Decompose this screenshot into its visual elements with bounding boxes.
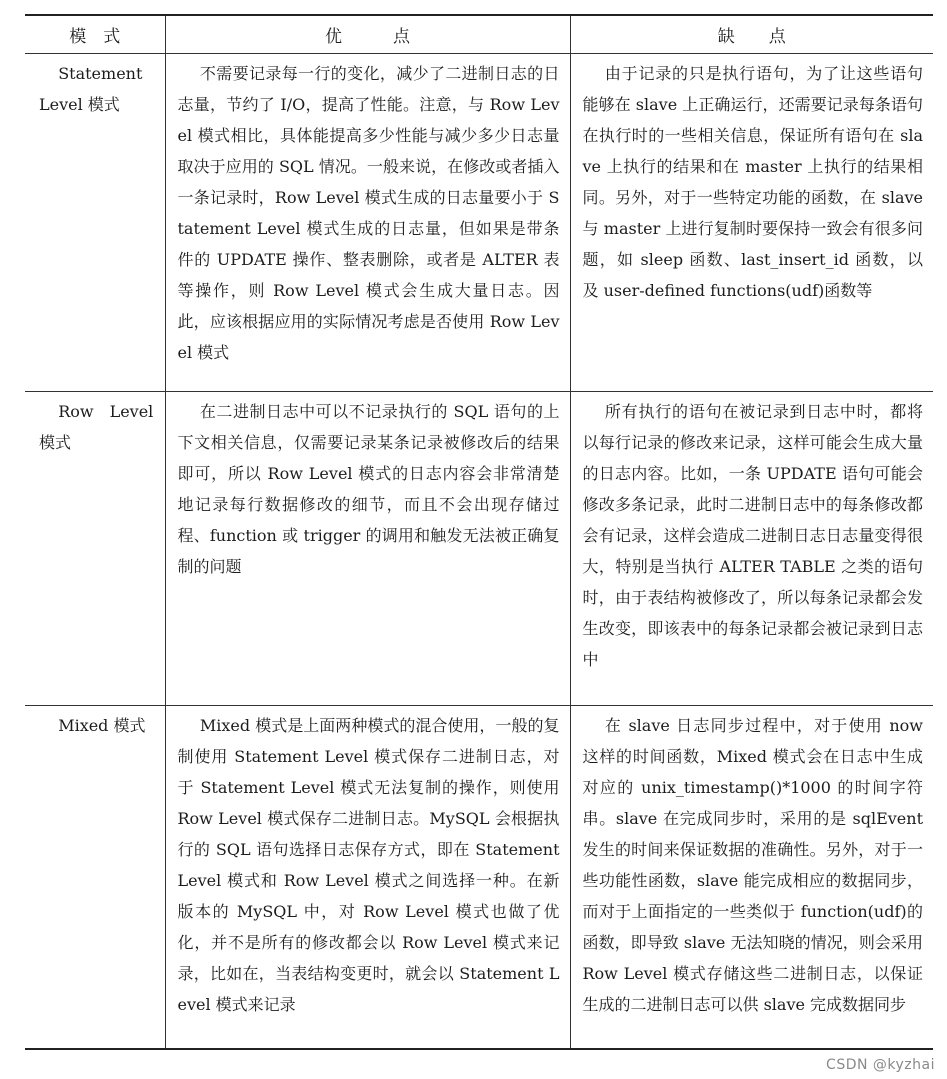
cons-text: 由于记录的只是执行语句，为了让这些语句能够在 slave 上正确运行，还需要记录每条语句在执行时的一些相关信息，保证所有语句在 slave 上执行的结果和在 master 上执行的结果相同。另外，对于一些特定功能的函数，在 slave 与 master 上进行复制时要保持一致会有很多问题，如 sleep 函数、last_insert_id 函数，以及 user-defined functions(udf)函数等: [582, 64, 923, 300]
mode-cell: [25, 54, 165, 392]
header-row: [25, 15, 933, 54]
mode-cell: [25, 706, 165, 1050]
mode-cell: [25, 392, 165, 706]
mode-name: Mixed 模式: [58, 716, 146, 735]
header-pros: 优 点: [165, 15, 570, 54]
mode-name: Row Level 模式: [39, 402, 154, 452]
cons-cell: [570, 392, 933, 706]
table-row-statement-level: [25, 54, 933, 392]
pros-cell: [165, 706, 570, 1050]
pros-cell: [165, 392, 570, 706]
header-cons: 缺 点: [570, 15, 933, 54]
cons-text: 在 slave 日志同步过程中，对于使用 now 这样的时间函数，Mixed 模式会在日志中生成对应的 unix_timestamp()*1000 的时间字符串。slave 在完成同步时，采用的是 sqlEvent 发生的时间来保证数据的准确性。另外，对于一些功能性函数，slave 能完成相应的数据同步，而对于上面指定的一些类似于 function(udf)的函数，即导致 slave 无法知晓的情况，则会采用 Row Level 模式存储这些二进制日志，以保证生成的二进制日志可以供 slave 完成数据同步: [582, 716, 923, 1014]
pros-text: Mixed 模式是上面两种模式的混合使用，一般的复制使用 Statement Level 模式保存二进制日志，对于 Statement Level 模式无法复制的操作，则使用 Row Level 模式保存二进制日志。MySQL 会根据执行的 SQL 语句选择日志保存方式，即在 Statement Level 模式和 Row Level 模式之间选择一种。在新版本的 MySQL 中，对 Row Level 模式也做了优化，并不是所有的修改都会以 Row Level 模式来记录，比如在，当表结构变更时，就会以 Statement Level 模式来记录: [177, 716, 560, 1014]
mode-name: Statement Level 模式: [39, 64, 143, 114]
cons-text: 所有执行的语句在被记录到日志中时，都将以每行记录的修改来记录，这样可能会生成大量的日志内容。比如，一条 UPDATE 语句可能会修改多条记录，此时二进制日志中的每条修改都会有记录，这样会造成二进制日志日志量变得很大，特别是当执行 ALTER TABLE 之类的语句时，由于表结构被修改了，所以每条记录都会发生改变，即该表中的每条记录都会被记录到日志中: [582, 402, 923, 669]
table-row-mixed: [25, 706, 933, 1050]
cons-cell: [570, 54, 933, 392]
pros-text: 在二进制日志中可以不记录执行的 SQL 语句的上下文相关信息，仅需要记录某条记录被修改后的结果即可，所以 Row Level 模式的日志内容会非常清楚地记录每行数据修改的细节，而且不会出现存储过程、function 或 trigger 的调用和触发无法被正确复制的问题: [177, 402, 560, 576]
pros-cell: [165, 54, 570, 392]
csdn-watermark: CSDN @kyzhai: [826, 1057, 935, 1073]
pros-text: 不需要记录每一行的变化，减少了二进制日志的日志量，节约了 I/O，提高了性能。注意，与 Row Level 模式相比，具体能提高多少性能与减少多少日志量取决于应用的 SQL 情况。一般来说，在修改或者插入一条记录时，Row Level 模式生成的日志量要小于 Statement Level 模式生成的日志量，但如果是带条件的 UPDATE 操作、整表删除，或者是 ALTER 表等操作，则 Row Level 模式会生成大量日志。因此，应该根据应用的实际情况考虑是否使用 Row Level 模式: [177, 64, 560, 362]
binlog-mode-comparison-table: [25, 14, 933, 1050]
table-row-row-level: [25, 392, 933, 706]
header-mode: 模 式: [25, 15, 165, 54]
cons-cell: [570, 706, 933, 1050]
